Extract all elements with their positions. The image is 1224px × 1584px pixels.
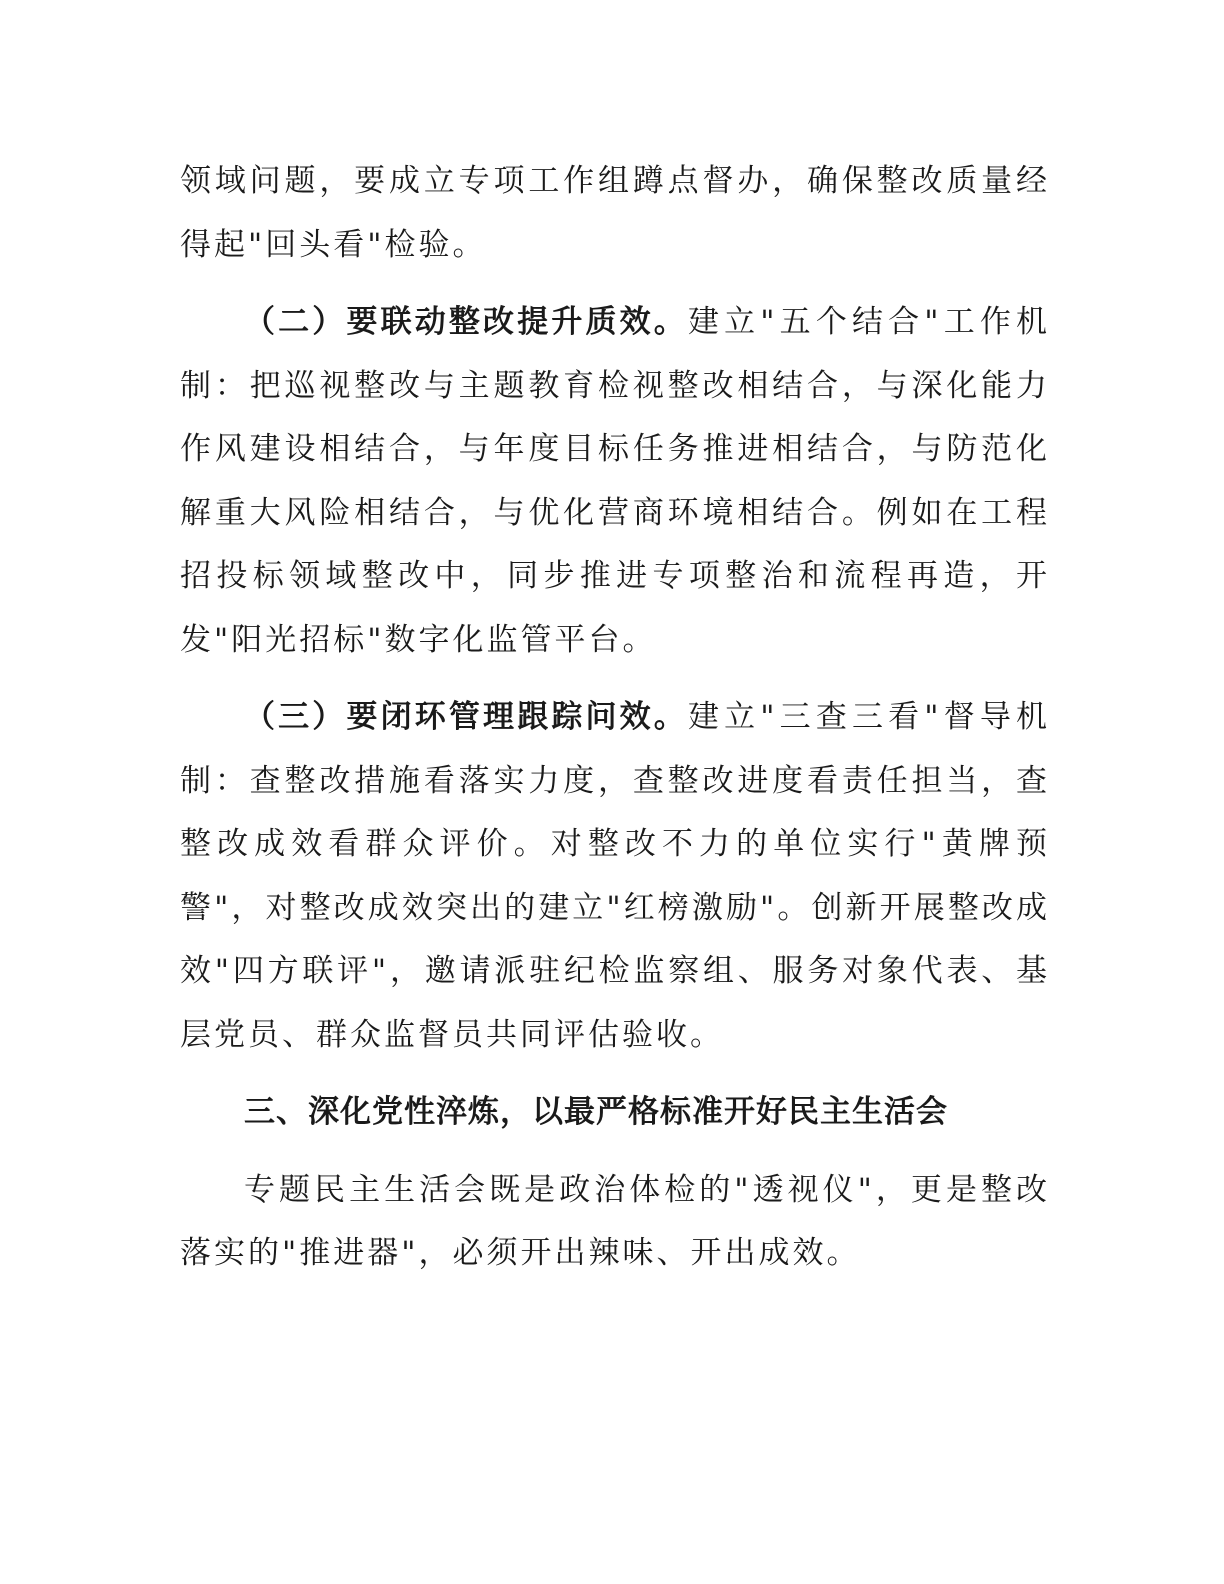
- section-heading: [180, 1081, 1050, 1145]
- paragraph-continuation: [180, 150, 1050, 277]
- paragraph-closed-loop-management: [180, 686, 1050, 1067]
- document-body: [180, 150, 1050, 1286]
- paragraph-text: 建立"三查三看"督导机制：查整改措施看落实力度，查整改进度看责任担当，查整改成效看群众评价。对整改不力的单位实行"黄牌预警"，对整改成效突出的建立"红榜激励"。创新开展整改成效"四方联评"，邀请派驻纪检监察组、服务对象代表、基层党员、群众监督员共同评估验收。: [180, 699, 1050, 1053]
- paragraph-democratic-life-meeting: [180, 1159, 1050, 1286]
- paragraph-lead-heading: （二）要联动整改提升质效。: [244, 304, 688, 340]
- paragraph-lead-heading: （三）要闭环管理跟踪问效。: [244, 699, 688, 735]
- section-heading-text: 三、深化党性淬炼，以最严格标准开好民主生活会: [244, 1094, 948, 1130]
- paragraph-linked-rectification: [180, 291, 1050, 672]
- paragraph-text: 领域问题，要成立专项工作组蹲点督办，确保整改质量经得起"回头看"检验。: [180, 163, 1050, 263]
- paragraph-text: 建立"五个结合"工作机制：把巡视整改与主题教育检视整改相结合，与深化能力作风建设相结合，与年度目标任务推进相结合，与防范化解重大风险相结合，与优化营商环境相结合。例如在工程招投标领域整改中，同步推进专项整治和流程再造，开发"阳光招标"数字化监管平台。: [180, 304, 1050, 658]
- paragraph-text: 专题民主生活会既是政治体检的"透视仪"，更是整改落实的"推进器"，必须开出辣味、开出成效。: [180, 1171, 1050, 1271]
